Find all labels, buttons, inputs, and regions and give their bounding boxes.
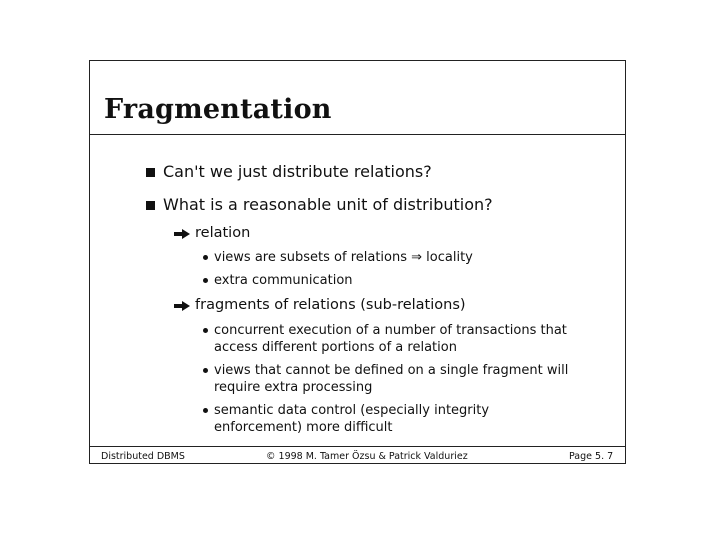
- dot-bullet-icon: [203, 278, 208, 283]
- point-views-extra-processing-line1: views that cannot be defined on a single fragment will: [214, 363, 569, 378]
- footer-page-number: Page 5. 7: [569, 451, 614, 462]
- point-views-locality: views are subsets of relations ⇒ locality: [214, 250, 473, 265]
- dot-bullet-icon: [203, 408, 208, 413]
- arrow-bullet-icon: [174, 301, 190, 311]
- footer-copyright: © 1998 M. Tamer Özsu & Patrick Valduriez: [266, 451, 468, 462]
- point-concurrent-execution-line1: concurrent execution of a number of transactions that: [214, 323, 567, 338]
- option-fragments: fragments of relations (sub-relations): [195, 297, 466, 313]
- dot-bullet-icon: [203, 328, 208, 333]
- bullet-unit-of-distribution: What is a reasonable unit of distribution?: [163, 195, 493, 214]
- dot-bullet-icon: [203, 368, 208, 373]
- point-semantic-control-line2: enforcement) more difficult: [214, 420, 393, 435]
- option-relation: relation: [195, 225, 251, 241]
- footer-course: Distributed DBMS: [101, 451, 185, 462]
- square-bullet-icon: [146, 168, 155, 177]
- footer-divider: [89, 446, 626, 447]
- square-bullet-icon: [146, 201, 155, 210]
- point-extra-communication: extra communication: [214, 273, 353, 288]
- point-concurrent-execution-line2: access different portions of a relation: [214, 340, 457, 355]
- point-views-extra-processing-line2: require extra processing: [214, 380, 373, 395]
- slide-title: Fragmentation: [104, 94, 332, 125]
- point-semantic-control-line1: semantic data control (especially integrity: [214, 403, 490, 418]
- dot-bullet-icon: [203, 255, 208, 260]
- arrow-bullet-icon: [174, 229, 190, 239]
- bullet-distribute-relations: Can't we just distribute relations?: [163, 162, 432, 181]
- title-divider: [89, 134, 626, 135]
